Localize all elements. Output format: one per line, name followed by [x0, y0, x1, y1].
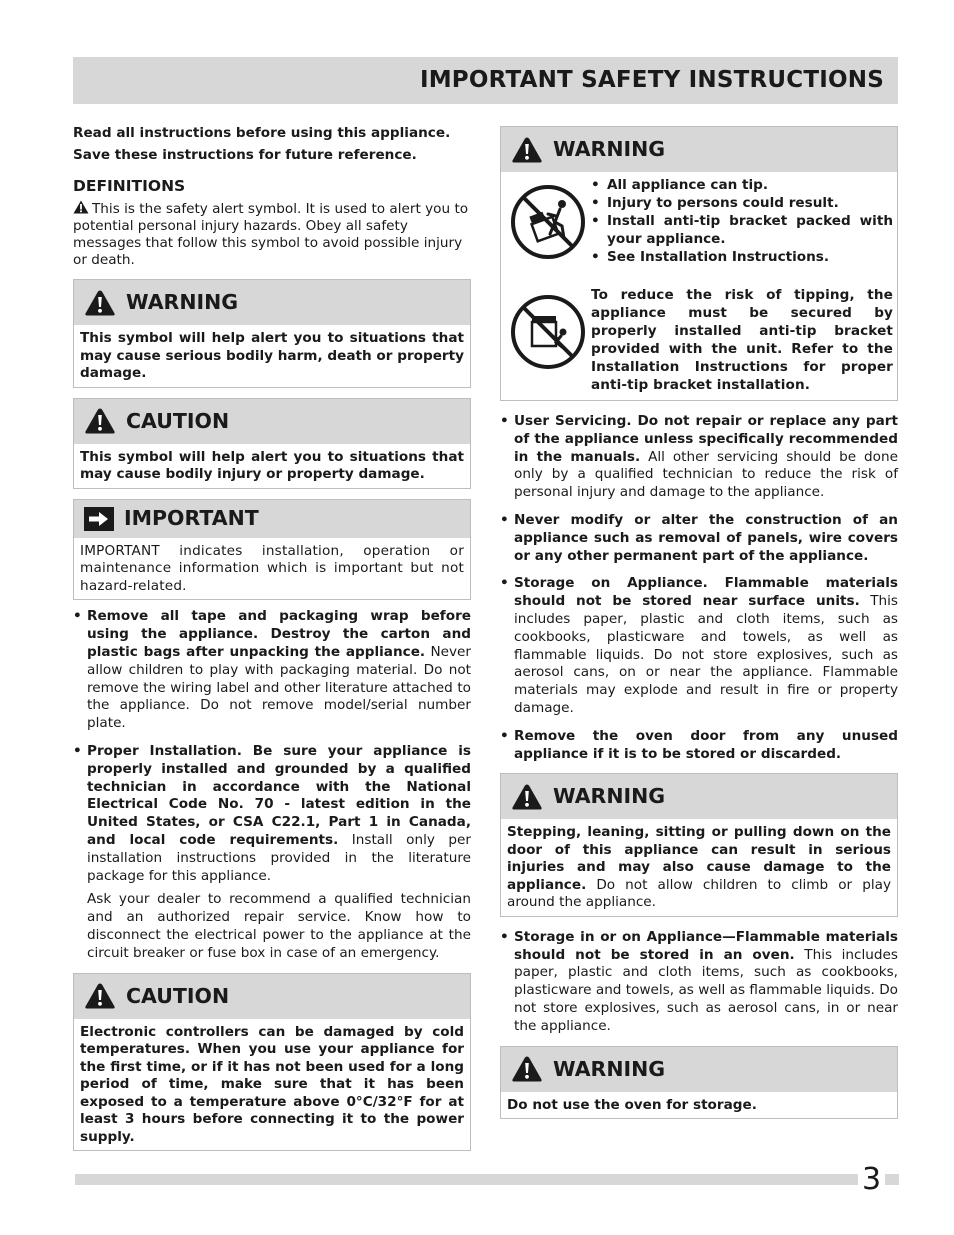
bullet-text: Never allow children to play with packaging material. Do not remove the wiring label and other literature attached to the appliance. Do not remove model/serial number plate. [87, 644, 471, 732]
page-title: IMPORTANT SAFETY INSTRUCTIONS [419, 67, 884, 93]
bullet-bold-text: User Servicing. Do not repair or replace any part of the appliance unless specifically recommended in the manuals. [514, 413, 898, 465]
right-bullet-list-2 [500, 929, 898, 1036]
storage-warning-box [500, 1046, 898, 1120]
left-column [73, 122, 471, 1151]
caution-box [73, 398, 471, 489]
door-warning-text [501, 819, 897, 916]
important-text: IMPORTANT indicates installation, operation or maintenance information which is important but not hazard-related. [80, 542, 464, 594]
bullet-text: All other servicing should be done only by a qualified technician to reduce the risk of personal injury and damage to the appliance. [514, 448, 898, 501]
tip-list [591, 176, 893, 266]
bullet-bold-text: Proper Installation. Be sure your appliance is properly installed and grounded by a qualified technician in accordance with the National Electrical Code No. 70 - latest edition in the United States, or CSA C22.1, Part 1 in Canada, and local code requirements. [87, 743, 471, 849]
caution-box-2 [73, 973, 471, 1152]
bullet-text: Install only per installation instructions provided in the literature package for this appliance. [87, 832, 471, 884]
door-warning-box [500, 773, 898, 917]
storage-warning-header [501, 1047, 897, 1092]
definitions-heading: DEFINITIONS [73, 177, 186, 195]
tip-over-prohibited-icon [508, 182, 588, 262]
list-item: • Install anti-tip bracket packed with your appliance. [591, 212, 893, 248]
important-box-header [74, 500, 470, 538]
warning-box-header [74, 280, 470, 325]
tip-paragraph: To reduce the risk of tipping, the appliance must be secured by properly installed anti-tip bracket provided with the unit. Refer to the Installation Instructions for proper anti-tip bracket installation. [591, 287, 893, 393]
caution-triangle-icon [84, 982, 116, 1010]
tip-warning-header [501, 127, 897, 172]
page-number: 3 [858, 1162, 885, 1198]
list-item [500, 575, 898, 717]
list-item [500, 929, 898, 1036]
tip-warning-box [500, 126, 898, 401]
right-column [500, 126, 898, 1119]
list-item [73, 743, 471, 963]
caution-text: This symbol will help alert you to situations that may cause bodily injury or property damage. [80, 448, 464, 483]
bullet-bold-text: Never modify or alter the construction of an appliance such as removal of panels, wire covers or any other permanent part of the appliance. [514, 511, 898, 564]
caution-triangle-icon [84, 407, 116, 435]
tip-bullets [591, 176, 893, 266]
caution-2-label: CAUTION [126, 983, 230, 1008]
list-item: • All appliance can tip. [591, 176, 893, 194]
left-bullet-list [73, 608, 471, 962]
caution-2-text: Electronic controllers can be damaged by cold temperatures. When you use your appliance for the first time, or if it has not been used for a long period of time, make sure that it has been exposed to a temperature above 0°C/32°F for at least 3 hours before connecting it to the power supply. [80, 1023, 464, 1145]
anti-tip-icon-container [505, 286, 591, 394]
bullet-text: This includes paper, plastic and cloth items, such as cookbooks, plasticware and towels, as well as flammable liquids. Do not store explosives, such as aerosol cans, on or near the appliance. Flammable materials may explode and result in fire or property damage. [514, 593, 898, 716]
warning-triangle-icon [84, 289, 116, 317]
tip-warning-label: WARNING [553, 136, 666, 161]
door-warning-normal: Do not allow children to climb or play around the appliance. [507, 876, 891, 911]
list-item [500, 512, 898, 565]
important-label: IMPORTANT [124, 506, 259, 531]
caution-box-2-header [74, 974, 470, 1019]
safety-alert-icon [73, 200, 89, 214]
tip-row-1 [501, 172, 897, 272]
list-item: • See Installation Instructions. [591, 248, 893, 266]
list-item [73, 608, 471, 733]
definitions-text [73, 200, 471, 269]
warning-label: WARNING [126, 290, 239, 315]
warning-box [73, 279, 471, 388]
intro-line-1: Read all instructions before using this appliance. [73, 125, 451, 141]
door-warning-bold: Stepping, leaning, sitting or pulling down on the door of this appliance can result in serious injuries and may also cause damage to the appliance. [507, 824, 891, 893]
definitions-body: This is the safety alert symbol. It is used to alert you to potential personal injury hazards. Obey all safety messages that follow this symbol to avoid possible injury or death. [73, 201, 469, 269]
warning-triangle-icon [511, 136, 543, 164]
bullet-followup-text: Ask your dealer to recommend a qualified technician and an authorized repair service. Know how to disconnect the electrical power to the appliance at the circuit breaker or fuse box in case of an emergency. [87, 891, 471, 961]
intro [73, 122, 471, 166]
bullet-bold-text: Remove the oven door from any unused appliance if it is to be stored or discarded. [514, 727, 898, 762]
intro-line-2: Save these instructions for future reference. [73, 147, 417, 163]
storage-warning-text: Do not use the oven for storage. [507, 1096, 757, 1113]
tip-over-icon-container [505, 176, 591, 266]
list-item [500, 728, 898, 764]
storage-warning-label: WARNING [553, 1056, 666, 1081]
footer-bar [75, 1174, 899, 1185]
door-warning-label: WARNING [553, 784, 666, 809]
right-bullet-list [500, 413, 898, 763]
caution-label: CAUTION [126, 408, 230, 433]
warning-triangle-icon [511, 1055, 543, 1083]
list-item [500, 413, 898, 502]
bullet-text: This includes paper, plastic and cloth items, such as cookbooks, plasticware and towels, as well as flammable liquids. Do not store explosives, such as aerosol cans, in or near the appliance. [514, 946, 898, 1034]
bullet-bold-text: Storage in or on Appliance—Flammable materials should not be stored in an oven. [514, 928, 898, 963]
door-warning-header [501, 774, 897, 819]
bullet-bold-text: Storage on Appliance. Flammable materials should not be stored near surface units. [514, 575, 898, 610]
caution-box-header [74, 399, 470, 444]
arrow-right-icon [84, 507, 114, 531]
list-item: • Injury to persons could result. [591, 194, 893, 212]
warning-triangle-icon [511, 783, 543, 811]
warning-text: This symbol will help alert you to situations that may cause serious bodily harm, death or property damage. [80, 330, 464, 382]
page-title-bar [73, 57, 898, 104]
bullet-bold-text: Remove all tape and packaging wrap before using the appliance. Destroy the carton and plastic bags after unpacking the appliance. [87, 608, 471, 661]
important-box [73, 499, 471, 601]
tip-row-2 [501, 272, 897, 400]
anti-tip-prohibited-icon [508, 292, 588, 372]
